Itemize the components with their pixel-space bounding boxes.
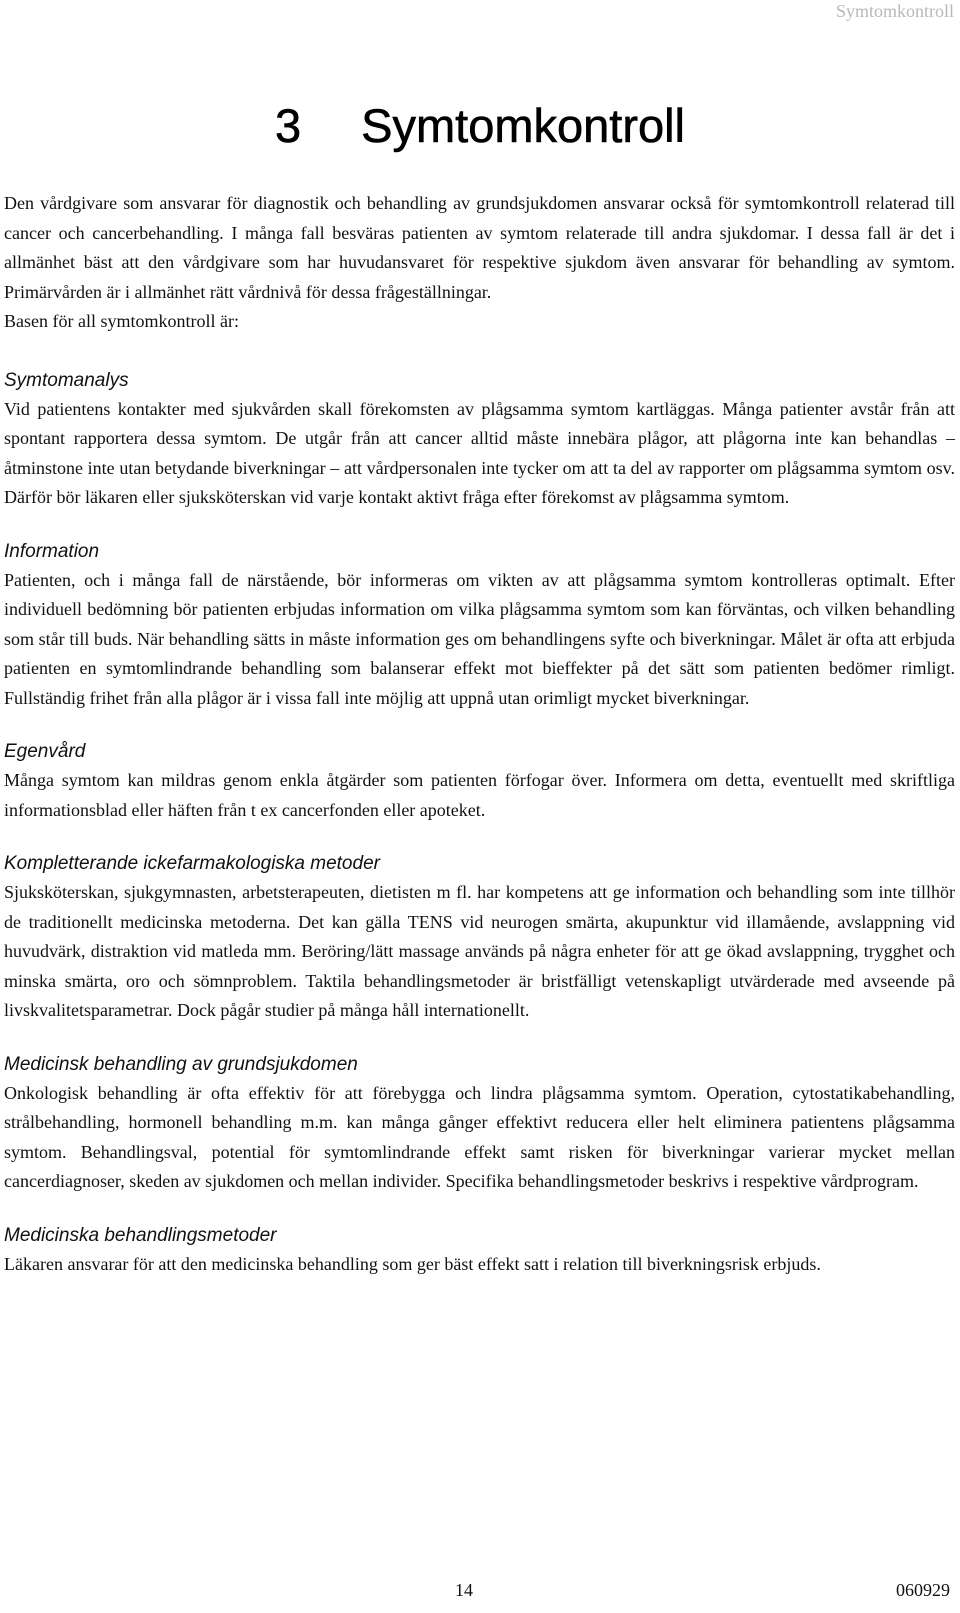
section-heading: Egenvård: [4, 741, 86, 762]
section-body: Vid patientens kontakter med sjukvården skall förekomsten av plågsamma symtom kartläggas. Många patienter avstår från att spontant rapportera dessa symtom. De utgår från att cancer alltid måste innebära plågor, att plågorna inte kan behandlas – åtminstone inte utan betydande biverkningar – att vårdpersonalen inte tycker om att ta del av rapporter om plågsamma symtom osv. Därför bör läkaren eller sjuksköterskan vid varje kontakt aktivt fråga efter förekomst av plågsamma symtom.: [4, 398, 955, 507]
section-body: Många symtom kan mildras genom enkla åtgärder som patienten förfogar över. Informera om detta, eventuellt med skriftliga informationsblad eller häften från t ex cancerfonden eller apoteket.: [4, 770, 955, 820]
section-information: [4, 537, 955, 714]
document-date-code: 060929: [896, 1580, 950, 1600]
page-number: 14: [455, 1580, 473, 1600]
intro-paragraph: Den vårdgivare som ansvarar för diagnostik och behandling av grundsjukdomen ansvarar också för symtomkontroll relaterad till cancer och cancerbehandling. I många fall besväras patienten av symtom relaterade till andra sjukdomar. I dessa fall är det i allmänhet bäst att den vårdgivare som har huvudansvaret för respektive sjukdom även ansvarar för behandling av symtom. Primärvården är i allmänhet rätt vårdnivå för dessa frågeställningar.: [4, 193, 955, 302]
section-kompletterande-metoder: [4, 849, 955, 1026]
section-heading: Symtomanalys: [4, 369, 129, 391]
document-body: [4, 189, 955, 1303]
section-symtomanalys: [4, 366, 955, 513]
section-heading: Medicinska behandlingsmetoder: [4, 1224, 277, 1246]
section-body: Läkaren ansvarar för att den medicinska behandling som ger bäst effekt satt i relation till biverkningsrisk erbjuds.: [4, 1253, 821, 1274]
section-body: Patienten, och i många fall de närstående, bör informeras om vikten av att plågsamma symtom kontrolleras optimalt. Efter individuell bedömning bör patienten erbjudas information om vilka plågsamma symtom som kan förväntas, och vilken behandling som står till buds. När behandling sätts in måste information ges om behandlingens syfte och biverkningar. Målet är ofta att erbjuda patienten en symtomlindrande behandling som balanserar effekt mot bieffekter på det sätt som patienten bedömer rimligt. Fullständig frihet från alla plågor är i vissa fall inte möjlig att uppnå utan orimligt mycket biverkningar.: [4, 569, 955, 708]
running-header: Symtomkontroll: [835, 1, 954, 21]
chapter-number: 3: [275, 99, 302, 152]
section-egenvard: [4, 737, 955, 825]
section-medicinska-behandlingsmetoder: [4, 1221, 955, 1280]
intro-basis-line: Basen för all symtomkontroll är:: [4, 311, 239, 331]
section-body: Sjuksköterskan, sjukgymnasten, arbetsterapeuten, dietisten m fl. har kompetens att ge information och behandling som inte tillhör de traditionellt medicinska metoderna. Det kan gälla TENS vid neurogen smärta, akupunktur vid illamående, avslappning vid huvudvärk, distraktion vid matleda mm. Beröring/lätt massage används på några enheter för att ge ökad avslappning, trygghet och minska smärta, oro och sömnproblem. Taktila behandlingsmetoder är bristfälligt vetenskapligt utvärderade med avseende på livskvalitetsparametrar. Dock pågår studier på många håll internationellt.: [4, 882, 955, 1020]
chapter-heading: [0, 96, 960, 156]
section-heading: Medicinsk behandling av grundsjukdomen: [4, 1053, 358, 1075]
section-body: Onkologisk behandling är ofta effektiv för att förebygga och lindra plågsamma symtom. Operation, cytostatikabehandling, strålbehandling, hormonell behandling m.m. kan många gånger effektivt reducera eller helt eliminera patientens plågsamma symtom. Behandlingsval, potential för symtomlindrande effekt samt risken för biverkningar varierar mycket mellan cancerdiagnoser, skeden av sjukdomen och mellan individer. Specifika behandlingsmetoder beskrivs i respektive vårdprogram.: [4, 1082, 955, 1191]
section-medicinsk-behandling-grundsjukdom: [4, 1050, 955, 1197]
section-heading: Kompletterande ickefarmakologiska metoder: [4, 853, 380, 874]
chapter-title: Symtomkontroll: [361, 99, 685, 152]
section-heading: Information: [4, 540, 100, 562]
